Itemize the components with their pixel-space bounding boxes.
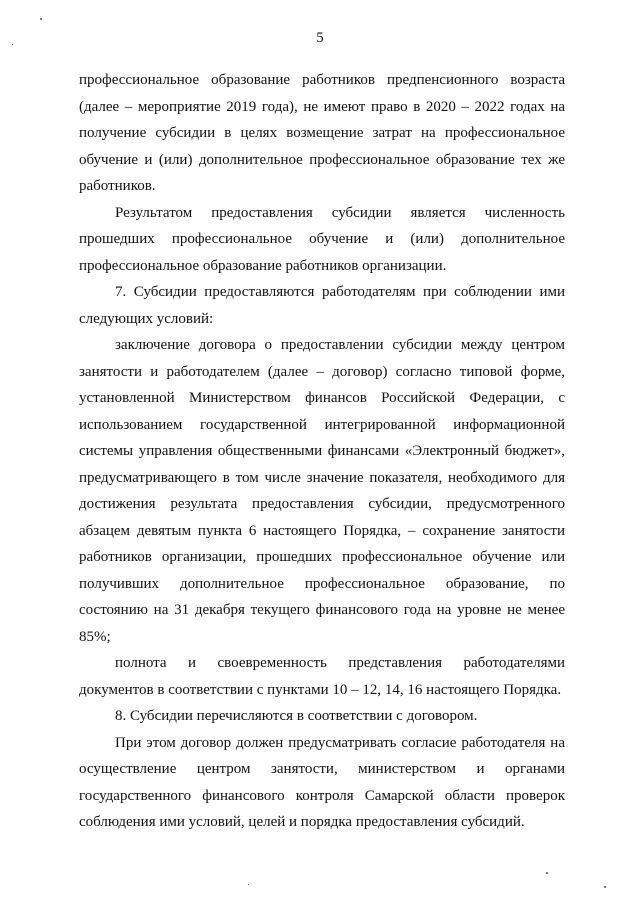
- paragraph-consent: При этом договор должен предусматривать согласие работодателя на осуществление центром занятости, министерством и органами государственного финансового контроля Самарской области проверок соблюдения ими условий, целей и порядка предоставления субсидий.: [79, 734, 565, 830]
- paragraph-continuation: профессиональное образование работников предпенсионного возраста (далее – мероприятие 2019 года), не имеют право в 2020 – 2022 годах на получение субсидии в целях возмещение затрат на профессиональное обучение и (или) дополнительное профессиональное образование тех же работников.: [79, 72, 565, 194]
- scan-speck: [40, 18, 42, 20]
- paragraph-clause-7: 7. Субсидии предоставляются работодателям при соблюдении ими следующих условий:: [79, 284, 565, 327]
- paragraph-clause-8: 8. Субсидии перечисляются в соответствии с договором.: [115, 708, 478, 724]
- scan-speck: [248, 884, 249, 885]
- page-number: 5: [316, 30, 324, 46]
- scan-speck: [604, 886, 606, 888]
- paragraph-result: Результатом предоставления субсидии является численность прошедших профессиональное обучение и (или) дополнительное профессиональное образование работников организации.: [79, 204, 565, 274]
- paragraph-documents-condition: полнота и своевременность представления работодателями документов в соответствии с пунктами 10 – 12, 14, 16 настоящего Порядка.: [79, 655, 565, 698]
- scan-speck: [546, 872, 548, 874]
- document-body: [79, 67, 565, 836]
- paragraph-agreement-condition: заключение договора о предоставлении субсидии между центром занятости и работодателем (далее – договор) согласно типовой форме, установленной Министерством финансов Российской Федерации, с использованием государственной интегрированной информационной системы управления общественными финансами «Электронный бюджет», предусматривающего в том числе значение показателя, необходимого для достижения результата предоставления субсидии, предусмотренного абзацем девятым пункта 6 настоящего Порядка, – сохранение занятости работников организации, прошедших профессиональное обучение или получивших дополнительное профессиональное образование, по состоянию на 31 декабря текущего финансового года на уровне не менее 85%;: [79, 337, 565, 645]
- scan-speck: [12, 44, 13, 45]
